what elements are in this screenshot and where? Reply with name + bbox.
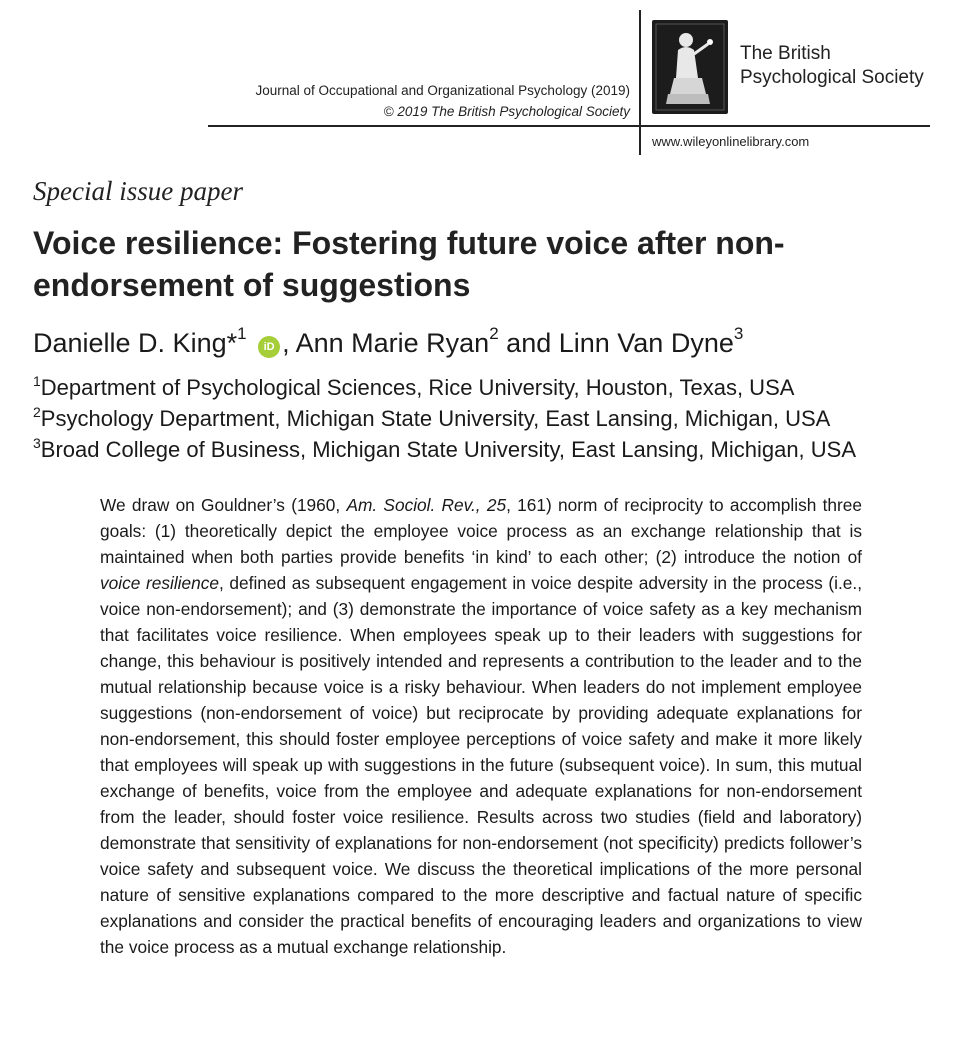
author-affil-mark: 3 <box>733 324 744 343</box>
abstract-citation-journal: Am. Sociol. Rev., 25 <box>346 495 507 515</box>
author-name: Danielle D. King* <box>33 328 238 358</box>
header-horizontal-divider <box>208 125 930 127</box>
affiliation-list <box>33 372 856 465</box>
publisher-name-line1: The British <box>740 43 831 64</box>
affiliation-mark: 3 <box>33 435 41 451</box>
affiliation <box>33 372 856 403</box>
abstract-paragraph <box>100 492 862 960</box>
author-list <box>33 324 744 359</box>
affiliation-text: Broad College of Business, Michigan State University, East Lansing, Michigan, USA <box>40 437 857 462</box>
article-type: Special issue paper <box>33 176 243 206</box>
journal-citation: Journal of Occupational and Organizational Psychology (2019) <box>255 83 630 98</box>
author-name: Linn Van Dyne <box>558 328 734 358</box>
author-affil-mark: 1 <box>237 324 247 343</box>
orcid-icon[interactable]: iD <box>258 336 280 358</box>
copyright-line: © 2019 The British Psychological Society <box>383 104 630 119</box>
publisher-name-line2: Psychological Society <box>740 67 924 88</box>
publisher-name <box>740 42 924 90</box>
affiliation-mark: 1 <box>33 373 41 389</box>
affiliation <box>33 403 856 434</box>
header-vertical-divider <box>639 10 641 155</box>
author-separator: and <box>498 328 559 358</box>
publisher-url[interactable]: www.wileyonlinelibrary.com <box>652 134 810 149</box>
affiliation-text: Department of Psychological Sciences, Rice University, Houston, Texas, USA <box>40 375 795 400</box>
author-name: Ann Marie Ryan <box>295 328 490 358</box>
affiliation-mark: 2 <box>33 404 41 420</box>
abstract-text: We draw on Gouldner’s (1960, <box>100 495 347 515</box>
author-separator: , <box>282 328 296 358</box>
author-affil-mark: 2 <box>489 324 499 343</box>
bps-figure-logo-icon <box>652 20 728 114</box>
article-title: Voice resilience: Fostering future voice after non-endorsement of suggestions <box>33 225 785 303</box>
journal-header <box>256 80 630 122</box>
affiliation <box>33 434 856 465</box>
abstract-key-term: voice resilience <box>100 573 219 593</box>
abstract <box>100 492 862 960</box>
affiliation-text: Psychology Department, Michigan State University, East Lansing, Michigan, USA <box>40 406 831 431</box>
abstract-text: , 161) norm of reciprocity to accomplish three goals: (1) theoretically depict the employee voice process as an exchange relationship that is maintained when both parties provide benefits ‘in kind’ to each other; (2) introduce the notion of <box>100 495 862 567</box>
abstract-text: , defined as subsequent engagement in voice despite adversity in the process (i.e., voice non-endorsement); and (3) demonstrate the importance of voice safety as a key mechanism that facilitates voice resilience. When employees speak up to their leaders with suggestions for change, this behaviour is positively intended and represents a contribution to the leader and to the mutual relationship because voice is a risky behaviour. When leaders do not implement employee suggestions (non-endorsement of voice) but reciprocate by providing adequate explanations for non-endorsement, this should foster employee perceptions of voice safety and make it more likely that employees will speak up with suggestions in the future (subsequent voice). In sum, this mutual exchange of benefits, voice from the employee and adequate explanations for non-endorsement from the leader, should foster voice resilience. Results across two studies (field and laboratory) demonstrate that sensitivity of explanations for non-endorsement (not specificity) predicts follower’s voice safety and subsequent voice. We discuss the theoretical implications of the more personal nature of sensitive explanations compared to the more descriptive and factual nature of specific explanations and consider the practical benefits of encouraging leaders and organizations to view the voice process as a mutual exchange relationship. <box>100 573 862 957</box>
